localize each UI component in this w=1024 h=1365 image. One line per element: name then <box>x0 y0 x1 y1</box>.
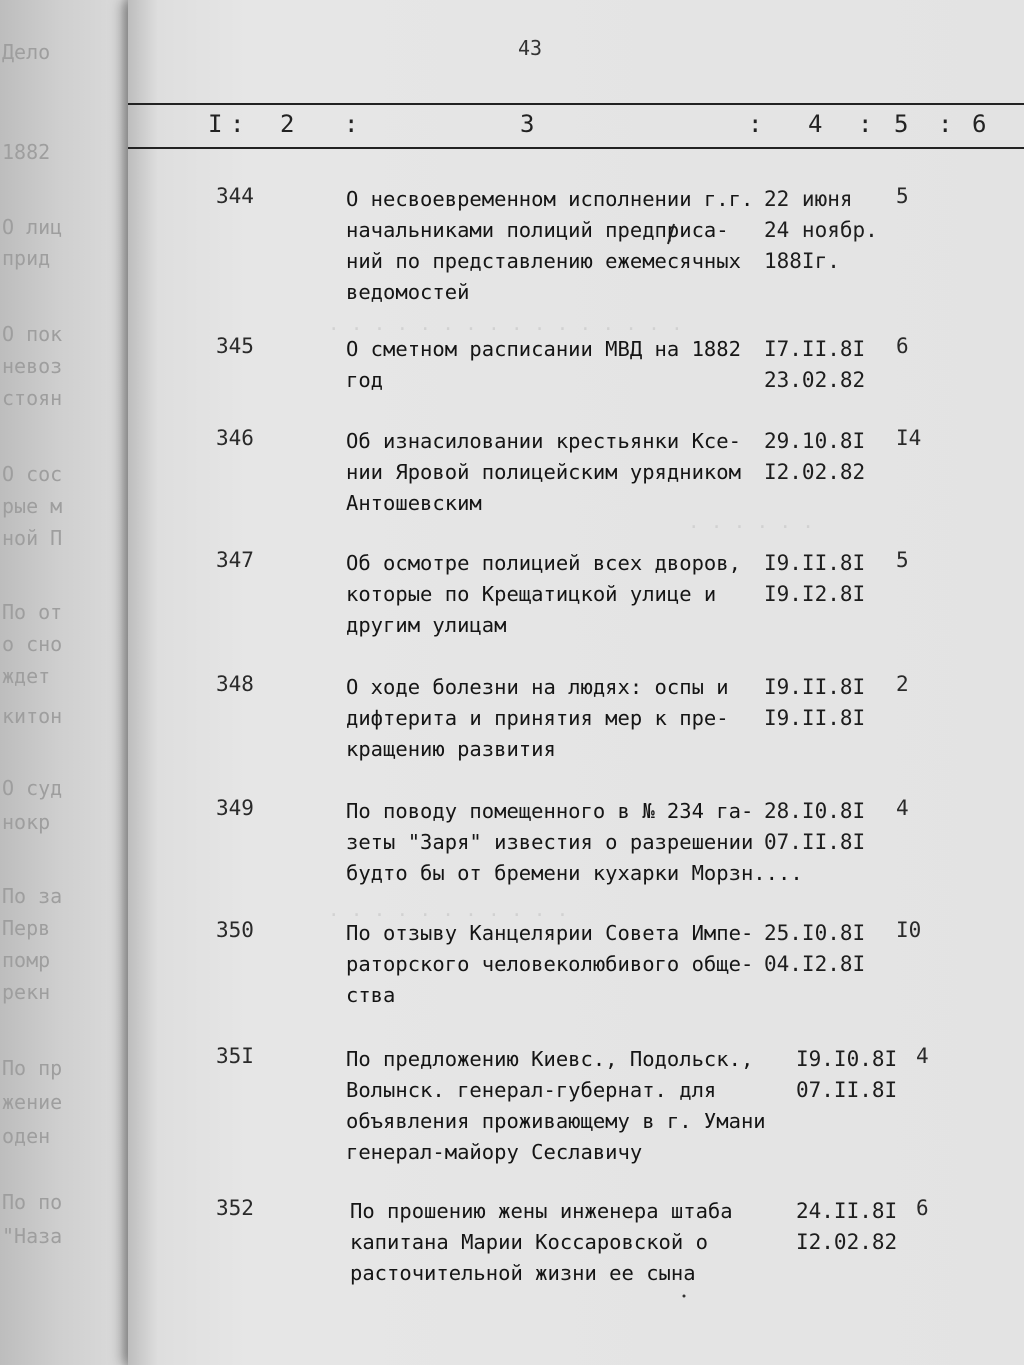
stray-mark <box>680 1292 688 1300</box>
facing-page-fragment: О суд <box>2 776 63 800</box>
item-number: 352 <box>216 1196 254 1220</box>
facing-page-fragment: китон <box>2 704 63 728</box>
item-number: 348 <box>216 672 254 696</box>
facing-page-fragment: Перв <box>2 916 51 940</box>
facing-page-fragment: стоян <box>2 386 63 410</box>
item-number: 346 <box>216 426 254 450</box>
item-dates: I9.II.8I I9.II.8I <box>764 675 866 730</box>
table-header-top-rule <box>128 103 1024 105</box>
document-page: · · · · · · · · · · · · · · · · · · · · · · · · · · · · · · · · · 43 I : 2 : 3 : 4 : 5 : 6 344 О несвоевременном исполнении г.г. начальниками полиций предприса- ний по представлению ежемесячных ведомостей 22 июня 24 ноябр. 188Iг. 5 345 О сметном расписании МВД на 1882 год I7.II.8I 23.02.82 6 346 Об изнасиловании крестьянки Ксе- нии Яровой полицейским урядником Антошевским 29.10.8I I2.02.82 I4 347 Об осмотре полицией всех дворов, которые по Крещатицкой улице и другим улицам I9.II.8I I9.I2.8I 5 348 О ходе болезни на людях: оспы и дифтерита и принятия мер к пре- кращению развития I9.II.8I I9.II.8I 2 349 По поводу помещенного в № 234 га- зеты "Заря" известия о разрешении будто бы от бремени кухарки Морзн.... 28.I0.8I 07.II.8I 4 350 По отзыву Канцелярии Совета Импе- раторского человеколюбивого обще- ства 25.I0.8I 04.I2.8I I0 35I По предложению Киевс., Подольск., Волынск. генерал-губернат. для объявления проживающему в г. Умани генерал-майору Сеславичу I9.I0.8I 07.II.8I 4 352 По прошению жены инженера штаба капитана Марии Коссаровской о расточительной жизни ее сына 24.II.8I I2.02.82 6 <box>128 0 1024 1365</box>
table-header-bottom-rule <box>128 147 1024 149</box>
facing-page-fragment: оден <box>2 1124 51 1148</box>
column-header-3: 3 <box>520 110 535 138</box>
column-header-5: 5 <box>894 110 909 138</box>
item-sheet-count: 5 <box>896 548 909 572</box>
item-title: О ходе болезни на людях: оспы и дифтерита и принятия мер к пре- кращению развития <box>346 675 729 761</box>
column-separator: : <box>748 110 763 138</box>
item-sheet-count: 2 <box>896 672 909 696</box>
facing-page-fragment: О сос <box>2 462 63 486</box>
item-title: О несвоевременном исполнении г.г. начальниками полиций предприса- ний по представлению ежемесячных ведомостей <box>346 187 754 304</box>
item-sheet-count: 6 <box>896 334 909 358</box>
item-dates: 22 июня 24 ноябр. 188Iг. <box>764 187 878 273</box>
facing-page-fragment: "Наза <box>2 1224 63 1248</box>
column-header-6: 6 <box>972 110 987 138</box>
column-separator: : <box>230 110 245 138</box>
item-sheet-count: I0 <box>896 918 922 942</box>
item-sheet-count: I4 <box>896 426 922 450</box>
pen-stroke-mark <box>664 222 678 246</box>
facing-page-fragment: По пр <box>2 1056 63 1080</box>
column-separator: : <box>938 110 953 138</box>
item-dates: I9.II.8I I9.I2.8I <box>764 551 866 606</box>
item-dates: I7.II.8I 23.02.82 <box>764 337 866 392</box>
facing-page-fragment: прид <box>2 246 51 270</box>
page-number: 43 <box>518 36 543 60</box>
facing-page-fragment: о сно <box>2 632 63 656</box>
item-title: По отзыву Канцелярии Совета Импе- раторского человеколюбивого обще- ства <box>346 921 754 1007</box>
facing-page-fragment: рые м <box>2 494 63 518</box>
facing-page-fragment: ной П <box>2 526 63 550</box>
item-title: По поводу помещенного в № 234 га- зеты "Заря" известия о разрешении будто бы от бремени кухарки Морзн.... <box>346 799 803 885</box>
facing-page-fragment: нокр <box>2 810 51 834</box>
item-number: 349 <box>216 796 254 820</box>
item-number: 345 <box>216 334 254 358</box>
item-title: Об осмотре полицией всех дворов, которые по Крещатицкой улице и другим улицам <box>346 551 741 637</box>
item-title: О сметном расписании МВД на 1882 год <box>346 337 741 392</box>
item-title: По предложению Киевс., Подольск., Волынск. генерал-губернат. для объявления проживающему в г. Умани генерал-майору Сеславичу <box>346 1047 766 1164</box>
item-dates: I9.I0.8I 07.II.8I <box>796 1047 898 1102</box>
facing-page-fragment: По за <box>2 884 63 908</box>
item-sheet-count: 4 <box>896 796 909 820</box>
column-header-1: I <box>208 110 223 138</box>
item-dates: 24.II.8I I2.02.82 <box>796 1199 898 1254</box>
facing-page-fragment: помр <box>2 948 51 972</box>
facing-page-fragment: рекн <box>2 980 51 1004</box>
facing-page-fragment: По по <box>2 1190 63 1214</box>
item-sheet-count: 4 <box>916 1044 929 1068</box>
column-header-4: 4 <box>808 110 823 138</box>
facing-page-fragment: О пок <box>2 322 63 346</box>
item-title: По прошению жены инженера штаба капитана Марии Коссаровской о расточительной жизни ее сына <box>350 1199 733 1285</box>
item-dates: 25.I0.8I 04.I2.8I <box>764 921 866 976</box>
facing-page-fragment: невоз <box>2 354 63 378</box>
column-separator: : <box>344 110 359 138</box>
facing-page-fragment: жение <box>2 1090 63 1114</box>
column-header-2: 2 <box>280 110 295 138</box>
item-number: 344 <box>216 184 254 208</box>
item-number: 35I <box>216 1044 254 1068</box>
item-dates: 29.10.8I I2.02.82 <box>764 429 866 484</box>
facing-page-fragment: 1882 <box>2 140 51 164</box>
column-separator: : <box>858 110 873 138</box>
item-sheet-count: 6 <box>916 1196 929 1220</box>
facing-page-fragment: ждет <box>2 664 51 688</box>
item-sheet-count: 5 <box>896 184 909 208</box>
item-dates: 28.I0.8I 07.II.8I <box>764 799 866 854</box>
facing-page-fragment: По от <box>2 600 63 624</box>
item-number: 347 <box>216 548 254 572</box>
item-number: 350 <box>216 918 254 942</box>
facing-page-fragment: Дело <box>2 40 51 64</box>
item-title: Об изнасиловании крестьянки Ксе- нии Яровой полицейским урядником Антошевским <box>346 429 741 515</box>
facing-page-fragment: О лиц <box>2 215 63 239</box>
